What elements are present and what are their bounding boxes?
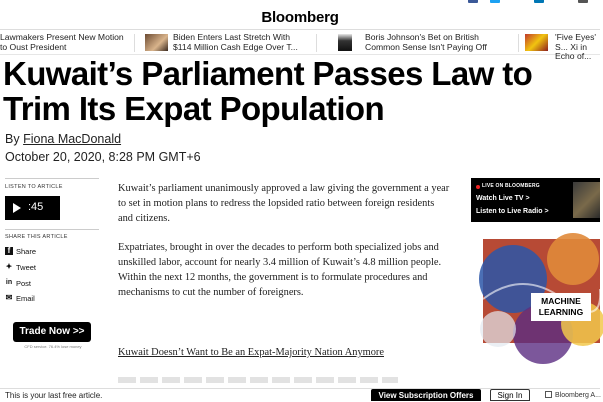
facebook-icon: f xyxy=(5,247,13,255)
ad-title: MACHINE LEARNING xyxy=(531,293,591,321)
share-label: SHARE THIS ARTICLE xyxy=(5,234,68,240)
listen-live-radio-link[interactable]: Listen to Live Radio > xyxy=(476,208,549,215)
article-paragraph: Kuwait’s parliament unanimously approved a law giving the government a year to set in motion plans to redress the lopsided ratio between foreign residents and citizens. xyxy=(118,183,450,224)
ticker-story[interactable]: Lawmakers Present New Motion to Oust President xyxy=(0,32,124,52)
listen-label: LISTEN TO ARTICLE xyxy=(5,184,63,190)
facebook-icon[interactable] xyxy=(468,0,478,3)
trade-now-label: Trade Now xyxy=(19,326,71,337)
byline-prefix: By xyxy=(5,132,20,146)
share-label-text: Tweet xyxy=(16,263,37,272)
rail-divider xyxy=(5,178,99,179)
ad-pattern xyxy=(483,239,600,343)
bloomberg-logo[interactable]: Bloomberg xyxy=(261,9,339,26)
faded-paragraph xyxy=(118,377,398,383)
play-icon xyxy=(13,203,21,213)
email-icon[interactable] xyxy=(578,0,588,3)
ticker-divider xyxy=(134,34,135,52)
article-headline: Kuwait’s Parliament Passes Law to Trim Its Expat Population xyxy=(3,55,533,127)
ticker-thumbnail[interactable] xyxy=(525,34,548,51)
ticker-story[interactable]: 'Five Eyes' S... Xi in Echo of... xyxy=(555,32,597,61)
watch-live-tv-link[interactable]: Watch Live TV > xyxy=(476,195,530,202)
view-subscription-offers-button[interactable]: View Subscription Offers xyxy=(371,389,481,401)
trade-disclaimer: CFD service. 76.4% lose money xyxy=(24,344,82,349)
author-link[interactable]: Fiona MacDonald xyxy=(23,132,122,146)
ticker-story[interactable]: Biden Enters Last Stretch With $114 Million Cash Edge Over T... xyxy=(173,32,298,52)
related-article-link[interactable]: Kuwait Doesn’t Want to Be an Expat-Majority Nation Anymore xyxy=(118,347,384,358)
byline xyxy=(5,132,121,146)
ad-artwork xyxy=(483,239,600,343)
share-label-text: Email xyxy=(16,294,35,303)
live-on-bloomberg-widget[interactable] xyxy=(471,178,600,222)
twitter-icon: ✦ xyxy=(5,262,13,271)
live-tv-thumbnail[interactable] xyxy=(573,182,600,218)
twitter-icon[interactable] xyxy=(490,0,500,3)
top-bar xyxy=(0,0,600,30)
ticker-divider xyxy=(316,34,317,52)
ticker-story[interactable]: Boris Johnson's Bet on British Common Sense Isn't Paying Off xyxy=(365,32,487,52)
share-label-text: Post xyxy=(16,279,32,288)
rail-divider xyxy=(5,229,99,230)
trade-now-button[interactable]: Trade Now >> xyxy=(13,322,91,342)
ticker-thumbnail[interactable] xyxy=(338,34,352,51)
linkedin-icon[interactable] xyxy=(534,0,544,3)
audio-duration: :45 xyxy=(28,201,44,213)
publish-date: October 20, 2020, 8:28 PM GMT+6 xyxy=(5,150,201,164)
headline-ticker xyxy=(0,30,600,61)
ticker-divider xyxy=(518,34,519,52)
checkbox-icon xyxy=(545,391,552,398)
live-tag: LIVE ON BLOOMBERG xyxy=(482,183,540,189)
article-paragraph: Expatriates, brought in over the decades to perform both specialized jobs and unskilled labor, account for nearly 3.4 million of Kuwait’s 4.8 million people. Within the next 12 months, the government is to formulate procedures and mechanisms to cut the number of foreigners. xyxy=(118,242,442,298)
paywall-banner xyxy=(0,388,600,400)
live-dot-icon xyxy=(476,185,480,189)
email-icon: ✉ xyxy=(5,293,13,302)
paywall-text: This is your last free article. xyxy=(5,391,103,400)
linkedin-icon: in xyxy=(5,279,13,286)
newsletter-checkbox[interactable]: Bloomberg A... xyxy=(545,391,601,399)
share-label-text: Share xyxy=(16,247,37,256)
ticker-thumbnail[interactable] xyxy=(145,34,168,51)
sign-in-button[interactable]: Sign In xyxy=(490,389,530,401)
audio-player-button[interactable] xyxy=(5,196,60,220)
advertisement[interactable] xyxy=(471,229,600,349)
